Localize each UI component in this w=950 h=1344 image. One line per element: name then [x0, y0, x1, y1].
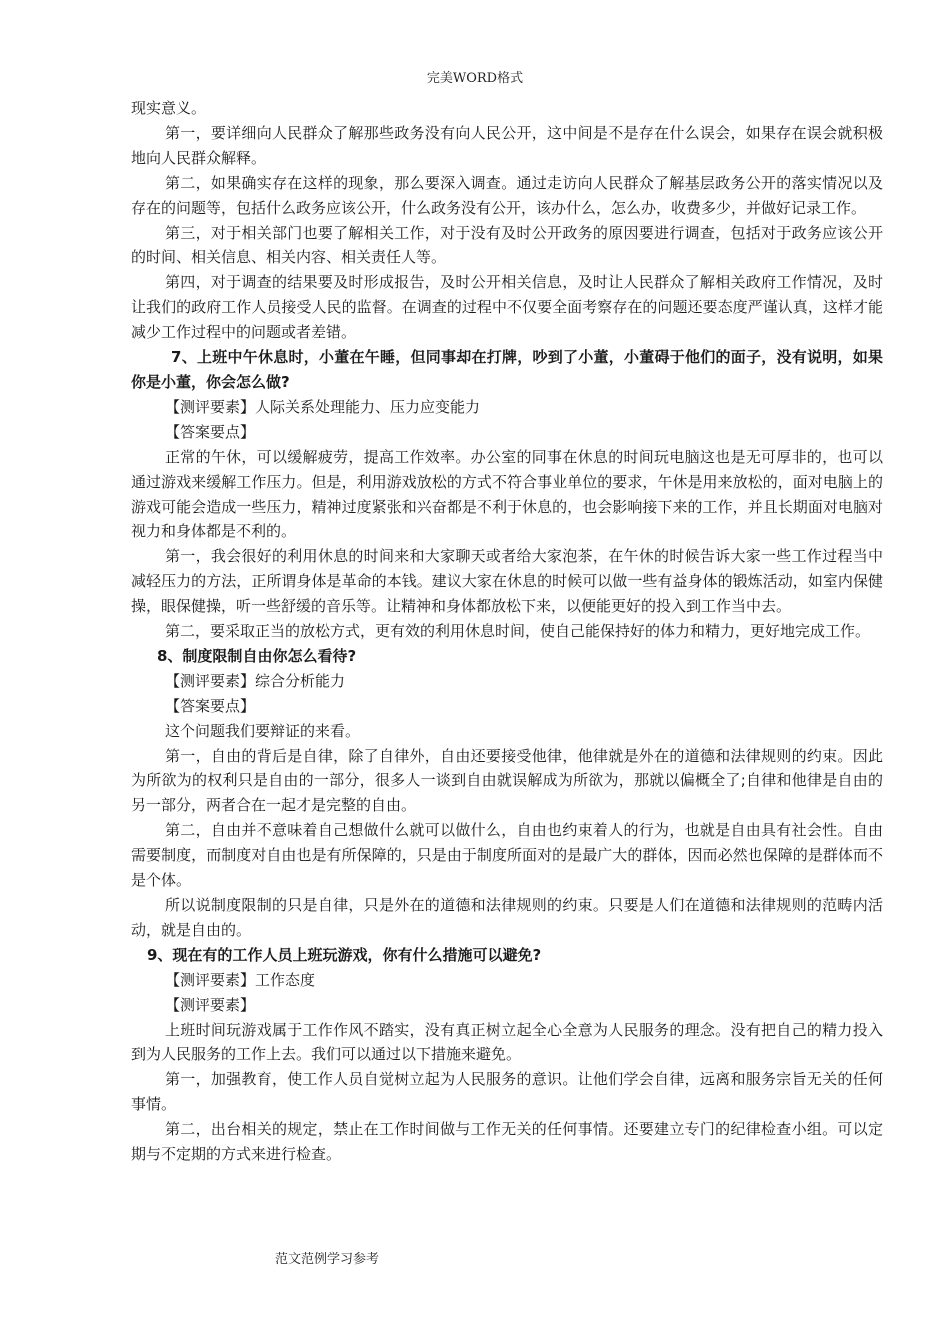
document-body — [131, 96, 883, 1167]
question-heading: 9、现在有的工作人员上班玩游戏，你有什么措施可以避免? — [147, 945, 542, 964]
paragraph: 所以说制度限制的只是自律，只是外在的道德和法律规则的约束。只要是人们在道德和法律规则的范畴内活动，就是自由的。 — [131, 896, 883, 939]
paragraph: 【测评要素】综合分析能力 — [165, 671, 346, 690]
paragraph: 第二，自由并不意味着自己想做什么就可以做什么，自由也约束着人的行为，也就是自由具有社会性。自由需要制度，而制度对自由也是有所保障的，只是由于制度所面对的是最广大的群体，因而必然也保障的是群体而不是个体。 — [131, 821, 883, 890]
paragraph: 【答案要点】 — [165, 696, 256, 715]
paragraph: 第一，自由的背后是自律，除了自律外，自由还要接受他律，他律就是外在的道德和法律规则的约束。因此为所欲为的权利只是自由的一部分，很多人一谈到自由就误解成为所欲为，那就以偏概全了;自律和他律是自由的另一部分，两者合在一起才是完整的自由。 — [131, 746, 883, 815]
paragraph: 上班时间玩游戏属于工作作风不踏实，没有真正树立起全心全意为人民服务的理念。没有把自己的精力投入到为人民服务的工作上去。我们可以通过以下措施来避免。 — [131, 1020, 883, 1064]
paragraph: 这个问题我们要辩证的来看。 — [165, 721, 361, 740]
paragraph: 第一，要详细向人民群众了解那些政务没有向人民公开，这中间是不是存在什么误会，如果存在误会就积极地向人民群众解释。 — [131, 123, 883, 167]
page-header: 完美WORD格式 — [426, 71, 524, 86]
paragraph: 第一，我会很好的利用休息的时间来和大家聊天或者给大家泡茶，在午休的时候告诉大家一些工作过程当中减轻压力的方法，正所谓身体是革命的本钱。建议大家在休息的时候可以做一些有益身体的锻炼活动，如室内保健操，眼保健操，听一些舒缓的音乐等。让精神和身体都放松下来，以便能更好的投入到工作当中去。 — [131, 547, 883, 616]
paragraph: 第一，加强教育，使工作人员自觉树立起为人民服务的意识。让他们学会自律，远离和服务宗旨无关的任何事情。 — [131, 1070, 883, 1114]
paragraph: 现实意义。 — [131, 99, 207, 117]
page-footer: 范文范例学习参考 — [275, 1252, 380, 1267]
paragraph: 第二，出台相关的规定，禁止在工作时间做与工作无关的任何事情。还要建立专门的纪律检查小组。可以定期与不定期的方式来进行检查。 — [131, 1120, 883, 1164]
paragraph: 第三，对于相关部门也要了解相关工作，对于没有及时公开政务的原因要进行调查，包括对于政务应该公开的时间、相关信息、相关内容、相关责任人等。 — [131, 223, 883, 267]
paragraph: 【测评要素】工作态度 — [165, 970, 316, 989]
paragraph: 【测评要素】人际关系处理能力、压力应变能力 — [165, 397, 481, 416]
paragraph: 【答案要点】 — [165, 422, 256, 441]
paragraph: 第二，要采取正当的放松方式，更有效的利用休息时间，使自己能保持好的体力和精力，更好地完成工作。 — [165, 622, 871, 641]
paragraph: 第二，如果确实存在这样的现象，那么要深入调查。通过走访向人民群众了解基层政务公开的落实情况以及存在的问题等，包括什么政务应该公开，什么政务没有公开，该办什么，怎么办，收费多少，并做好记录工作。 — [131, 173, 883, 217]
paragraph: 第四，对于调查的结果要及时形成报告，及时公开相关信息，及时让人民群众了解相关政府工作情况，及时让我们的政府工作人员接受人民的监督。在调查的过程中不仅要全面考察存在的问题还要态度严谨认真，这样才能减少工作过程中的问题或者差错。 — [131, 273, 883, 342]
paragraph: 正常的午休，可以缓解疲劳，提高工作效率。办公室的同事在休息的时间玩电脑这也是无可厚非的，也可以通过游戏来缓解工作压力。但是，利用游戏放松的方式不符合事业单位的要求，午休是用来放松的，面对电脑上的游戏可能会造成一些压力，精神过度紧张和兴奋都是不利于休息的，也会影响接下来的工作，并且长期面对电脑对视力和身体都是不利的。 — [131, 447, 883, 541]
paragraph: 【测评要素】 — [165, 995, 256, 1014]
question-heading: 8、制度限制自由你怎么看待? — [157, 646, 357, 665]
question-heading: 7、上班中午休息时，小董在午睡，但同事却在打牌，吵到了小董，小董碍于他们的面子，没有说明，如果你是小董，你会怎么做? — [131, 348, 883, 391]
